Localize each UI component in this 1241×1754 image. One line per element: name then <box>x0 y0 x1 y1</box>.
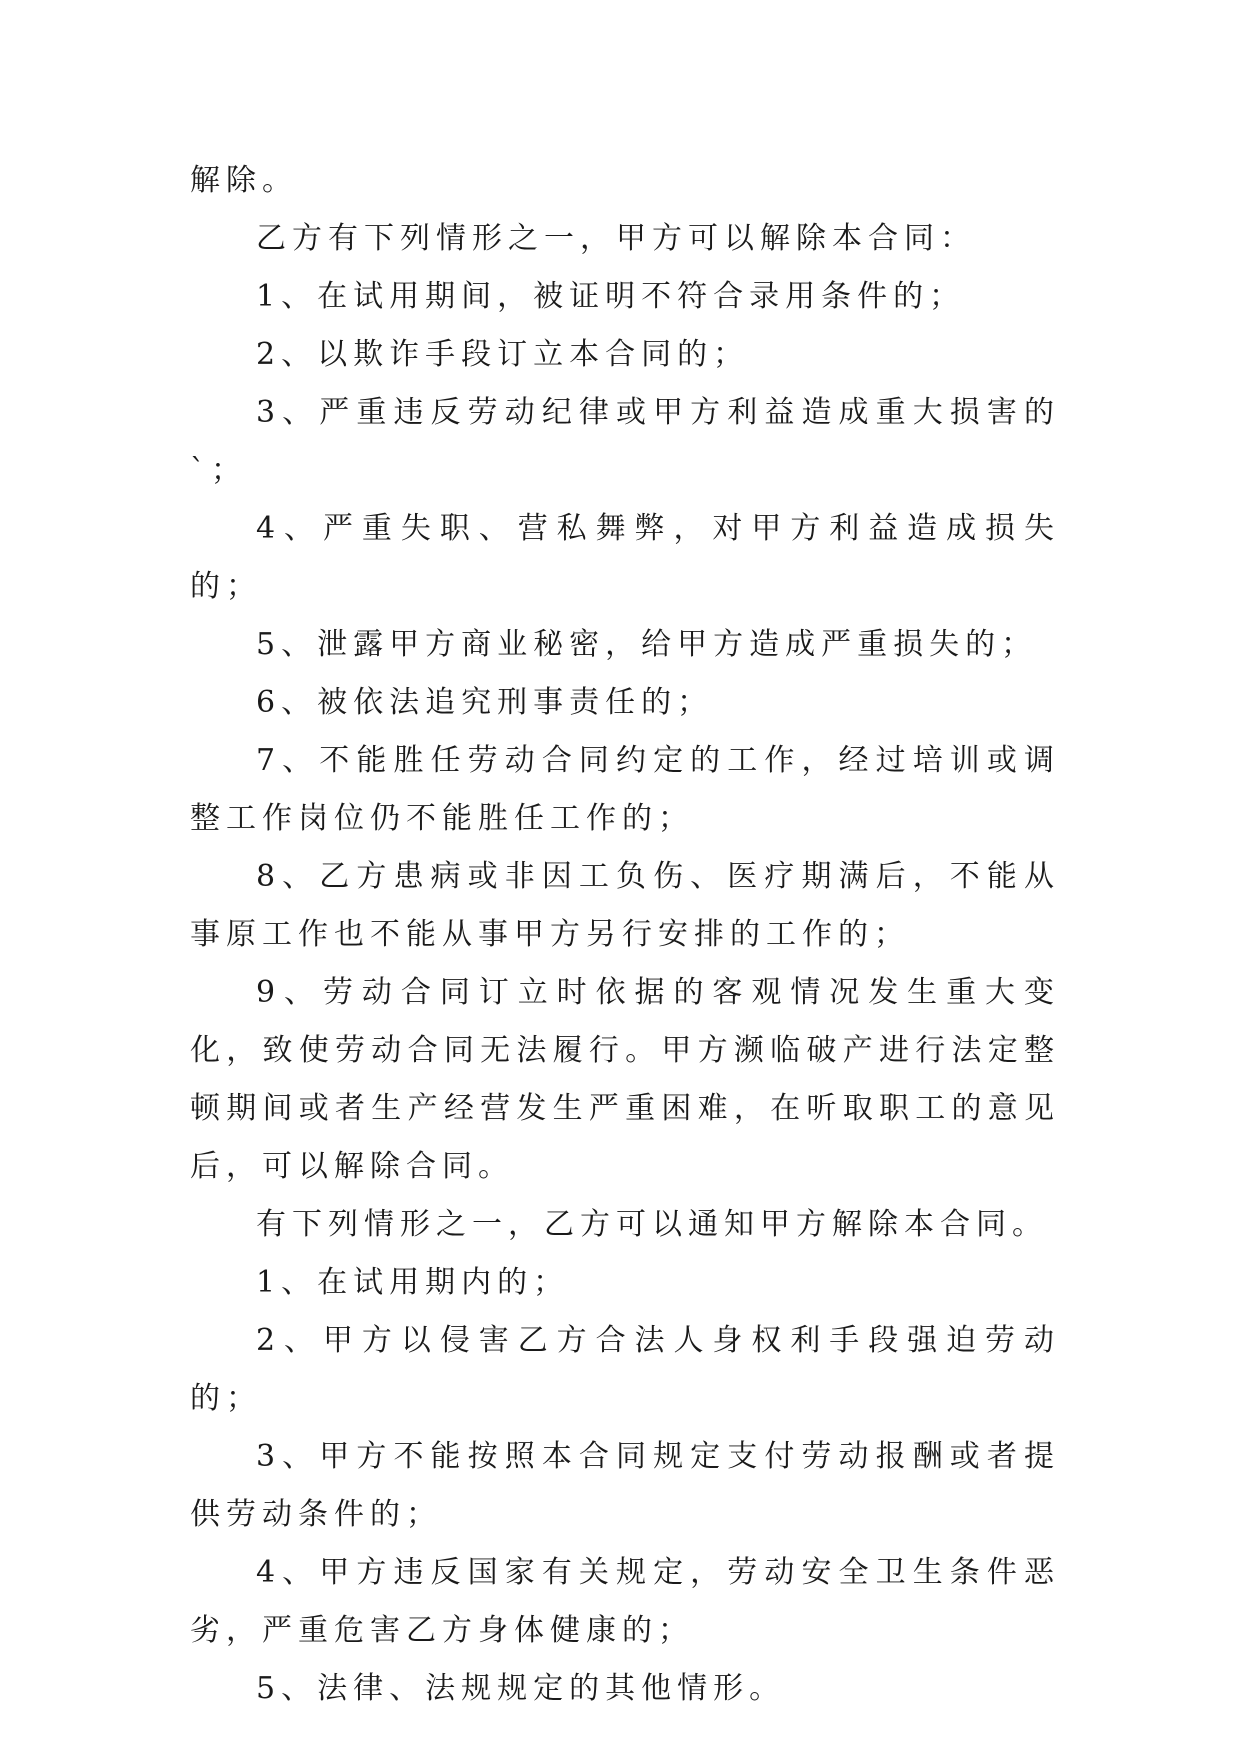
paragraph-employer-item-9: 9、劳动合同订立时依据的客观情况发生重大变化，致使劳动合同无法履行。甲方濒临破产进行法定整顿期间或者生产经营发生严重困难，在听取职工的意见后，可以解除合同。 <box>190 975 1060 1184</box>
paragraph-employer-item-1: 1、在试用期间，被证明不符合录用条件的； <box>256 279 966 314</box>
paragraph-employer-item-4: 4、严重失职、营私舞弊，对甲方利益造成损失的； <box>190 511 1060 604</box>
paragraph-employer-item-2: 2、以欺诈手段订立本合同的； <box>256 337 750 372</box>
paragraph-employer-item-3: 3、严重违反劳动纪律或甲方利益造成重大损害的`； <box>190 395 1060 488</box>
paragraph-employee-termination-heading: 有下列情形之一，乙方可以通知甲方解除本合同。 <box>256 1207 1048 1242</box>
paragraph-employer-item-8: 8、乙方患病或非因工负伤、医疗期满后，不能从事原工作也不能从事甲方另行安排的工作的； <box>190 859 1060 952</box>
paragraph-employee-item-1: 1、在试用期内的； <box>256 1265 570 1300</box>
paragraph-employer-item-7: 7、不能胜任劳动合同约定的工作，经过培训或调整工作岗位仍不能胜任工作的； <box>190 743 1060 836</box>
paragraph-employer-item-5: 5、泄露甲方商业秘密，给甲方造成严重损失的； <box>256 627 1038 662</box>
paragraph-employer-item-6: 6、被依法追究刑事责任的； <box>256 685 714 720</box>
paragraph-employee-item-2: 2、甲方以侵害乙方合法人身权利手段强迫劳动的； <box>190 1323 1060 1416</box>
paragraph-employee-item-5: 5、法律、法规规定的其他情形。 <box>256 1671 786 1706</box>
document-page <box>190 152 1060 1718</box>
paragraph-employee-item-3: 3、甲方不能按照本合同规定支付劳动报酬或者提供劳动条件的； <box>190 1439 1060 1532</box>
paragraph-continuation: 解除。 <box>190 163 298 198</box>
paragraph-employee-item-4: 4、甲方违反国家有关规定，劳动安全卫生条件恶劣，严重危害乙方身体健康的； <box>190 1555 1060 1648</box>
paragraph-employer-termination-heading: 乙方有下列情形之一，甲方可以解除本合同： <box>256 221 976 256</box>
